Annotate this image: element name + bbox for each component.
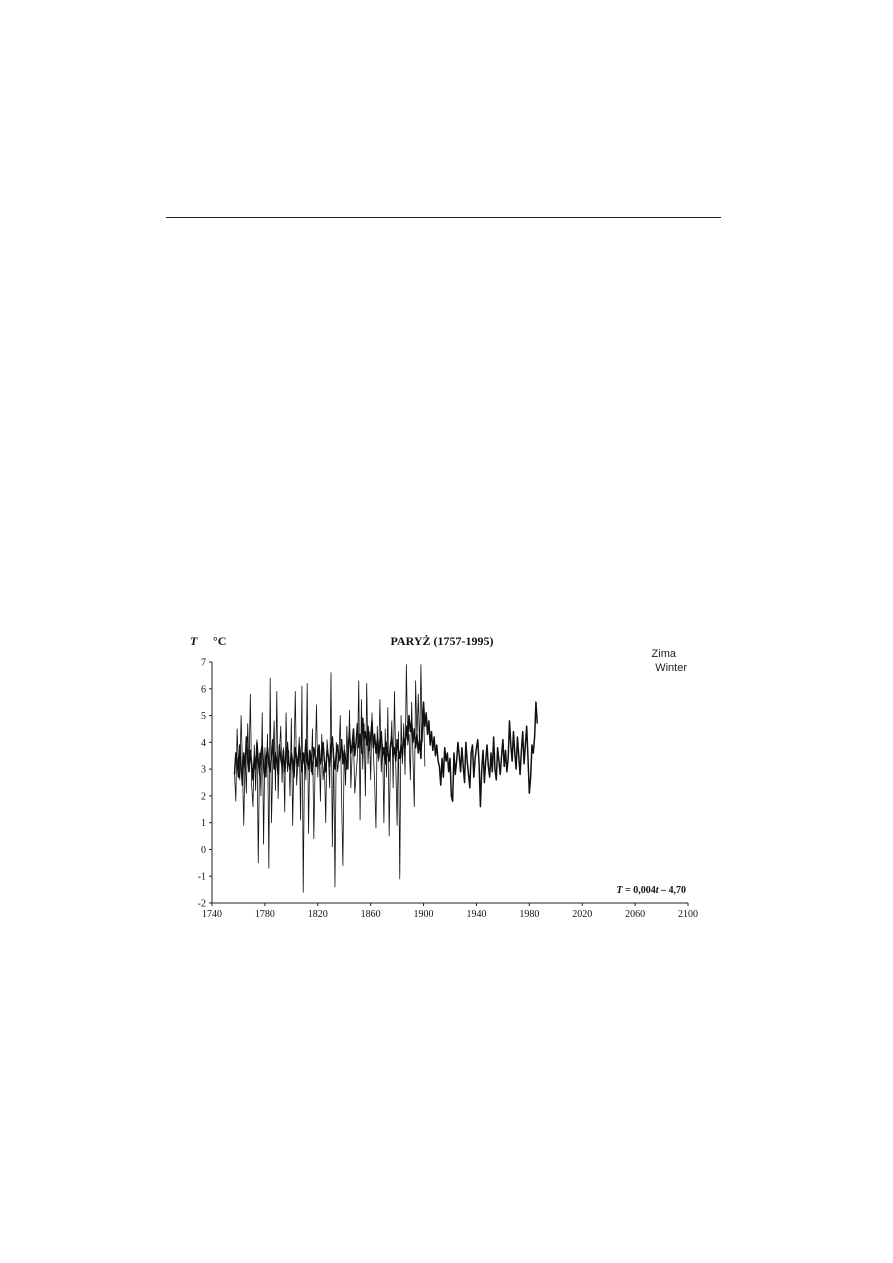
- series-group: [234, 665, 537, 893]
- y-tick-label: 0: [201, 844, 206, 856]
- equation-var: t: [655, 885, 659, 896]
- season-label-pl: Zima: [651, 648, 676, 660]
- page-top-rule: [166, 217, 721, 218]
- x-tick-label: 1820: [307, 909, 328, 920]
- y-tick-label: 2: [201, 791, 206, 803]
- y-tick-label: 4: [201, 737, 206, 749]
- series-line-2: [234, 702, 537, 806]
- x-tick-label: 1780: [254, 909, 275, 920]
- y-axis-unit: °C: [213, 634, 227, 648]
- y-tick-label: -1: [197, 871, 206, 883]
- trend-equation: [616, 885, 686, 896]
- x-tick-label: 2060: [625, 909, 646, 920]
- equation-tail: – 4,70: [658, 885, 686, 896]
- x-tick-label: 2020: [572, 909, 593, 920]
- series-line-1: [234, 665, 424, 893]
- x-tick-label: 2100: [678, 909, 698, 920]
- y-tick-label: 6: [201, 684, 206, 696]
- y-tick-label: 3: [201, 764, 206, 776]
- y-tick-label: 1: [201, 818, 206, 830]
- x-tick-label: 1900: [413, 909, 434, 920]
- season-label-en: Winter: [655, 662, 687, 674]
- temperature-chart: [180, 628, 710, 933]
- y-tick-label: -2: [197, 898, 206, 910]
- equation-prefix: T: [616, 885, 623, 896]
- y-tick-label: 7: [201, 657, 206, 669]
- x-tick-label: 1980: [519, 909, 540, 920]
- chart-container: [180, 628, 710, 933]
- chart-title: PARYŻ (1757-1995): [390, 634, 494, 648]
- y-tick-label: 5: [201, 711, 206, 723]
- x-tick-label: 1860: [360, 909, 381, 920]
- axes-group: [198, 658, 698, 921]
- y-axis-symbol: T: [190, 634, 198, 648]
- x-tick-label: 1940: [466, 909, 487, 920]
- equation-rest: = 0,004: [622, 885, 656, 896]
- x-tick-label: 1740: [202, 909, 222, 920]
